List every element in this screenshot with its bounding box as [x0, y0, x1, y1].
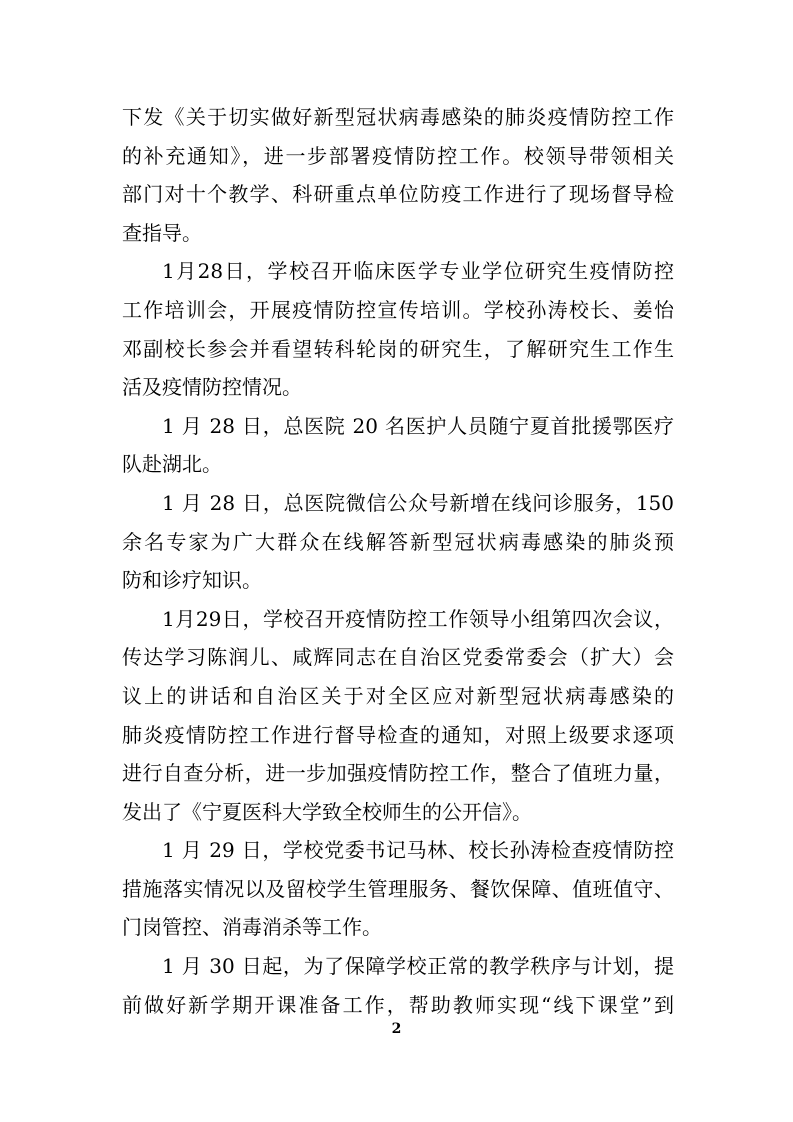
paragraph	[122, 600, 674, 832]
text-line: 队赴湖北。	[122, 452, 222, 477]
body-text	[122, 98, 674, 1024]
text-line: 1 月 29 日，学校党委书记马林、校长孙涛检查疫情防控	[162, 838, 674, 863]
text-line: 1 月 30 日起，为了保障学校正常的教学秩序与计划，提	[162, 954, 674, 979]
text-line: 工作培训会，开展疫情防控宣传培训。学校孙涛校长、姜怡	[122, 297, 674, 322]
text-line: 邓副校长参会并看望转科轮岗的研究生，了解研究生工作生	[122, 336, 674, 361]
text-line: 1 月 28 日，总医院 20 名医护人员随宁夏首批援鄂医疗	[162, 413, 674, 438]
text-line: 查指导。	[122, 220, 202, 245]
text-line: 门岗管控、消毒消杀等工作。	[122, 915, 382, 940]
text-line: 前做好新学期开课准备工作，帮助教师实现“线下课堂”到	[122, 992, 674, 1017]
paragraph	[122, 252, 674, 406]
text-line: 肺炎疫情防控工作进行督导检查的通知，对照上级要求逐项	[122, 722, 674, 747]
text-line: 措施落实情况以及留校学生管理服务、餐饮保障、值班值守、	[122, 876, 674, 901]
paragraph	[122, 484, 674, 600]
text-line: 进行自查分析，进一步加强疫情防控工作，整合了值班力量，	[122, 761, 674, 786]
text-line: 1月28日，学校召开临床医学专业学位研究生疫情防控	[162, 259, 674, 284]
text-line: 1 月 28 日，总医院微信公众号新增在线问诊服务，150	[162, 490, 674, 515]
text-line: 1月29日，学校召开疫情防控工作领导小组第四次会议，	[162, 606, 674, 631]
text-line: 防和诊疗知识。	[122, 568, 262, 593]
paragraph	[122, 98, 674, 252]
paragraph	[122, 947, 674, 1024]
page-number: 2	[391, 1021, 402, 1037]
text-line: 下发《关于切实做好新型冠状病毒感染的肺炎疫情防控工作	[122, 105, 674, 129]
paragraph	[122, 407, 674, 484]
text-line: 议上的讲话和自治区关于对全区应对新型冠状病毒感染的	[122, 683, 674, 708]
text-line: 传达学习陈润儿、咸辉同志在自治区党委常委会（扩大）会	[122, 645, 674, 670]
paragraph	[122, 831, 674, 947]
text-line: 活及疫情防控情况。	[122, 375, 302, 400]
text-line: 发出了《宁夏医科大学致全校师生的公开信》。	[122, 799, 532, 824]
text-line: 部门对十个教学、科研重点单位防疫工作进行了现场督导检	[122, 182, 674, 207]
text-line: 的补充通知》，进一步部署疫情防控工作。校领导带领相关	[122, 143, 674, 168]
text-line: 余名专家为广大群众在线解答新型冠状病毒感染的肺炎预	[122, 529, 674, 554]
